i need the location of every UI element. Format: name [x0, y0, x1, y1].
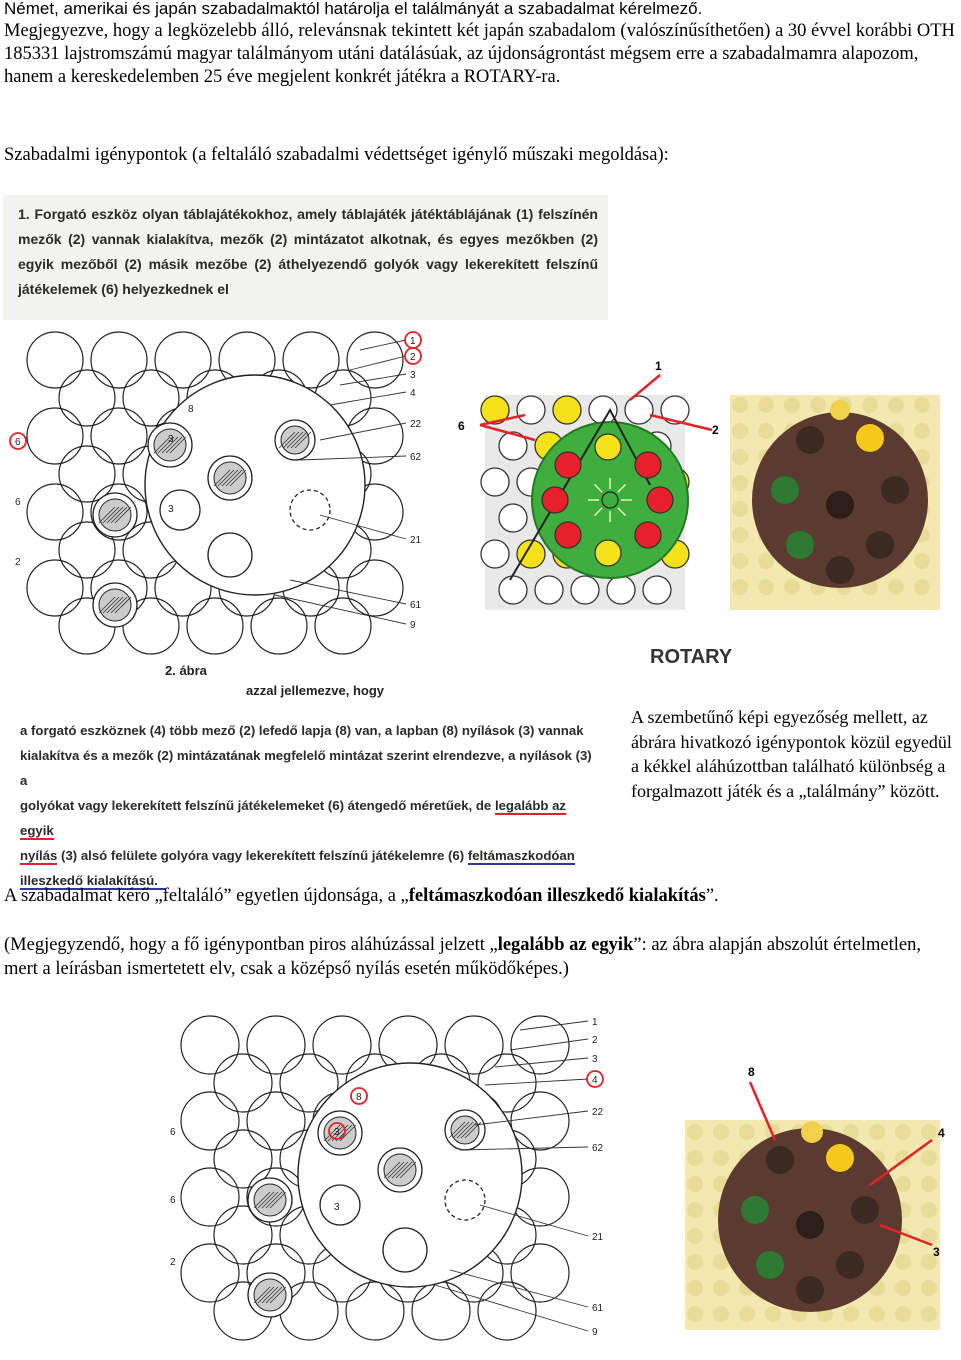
figure-label: 8	[188, 404, 194, 415]
board-field	[59, 370, 115, 426]
board-field	[247, 1092, 305, 1150]
remark-paragraph	[4, 933, 959, 981]
patent-figure-1	[15, 330, 460, 680]
stud	[713, 1280, 729, 1296]
ball	[836, 1251, 864, 1279]
leader-line	[275, 595, 406, 624]
text-segment: ”.	[705, 886, 719, 906]
board-field	[499, 504, 527, 532]
stud	[739, 1306, 755, 1322]
figure-label: 8	[356, 1092, 362, 1103]
figure-label: 2	[15, 557, 21, 568]
board-field	[247, 1016, 305, 1074]
figure-label: 3	[334, 1127, 340, 1138]
board-field	[517, 396, 545, 424]
stud	[784, 397, 800, 413]
photo1-label: 2	[712, 423, 719, 437]
leader-line	[350, 356, 406, 370]
stud	[921, 1280, 937, 1296]
stud	[921, 1150, 937, 1166]
intro-line-1: Német, amerikai és japán szabadalmaktól határolja el találmányát a szabadalmat kérelmező.	[4, 0, 703, 18]
claims-heading: Szabadalmi igénypontok (a feltaláló szabadalmi védettséget igénylő műszaki megoldása):	[4, 145, 669, 165]
stud	[895, 1306, 911, 1322]
leader-line	[290, 580, 406, 604]
stud	[895, 1280, 911, 1296]
figure-label: 61	[592, 1303, 604, 1314]
photo1-label: 6	[458, 419, 465, 433]
ball	[826, 1144, 854, 1172]
claim-2-text	[20, 718, 600, 893]
bold-segment: legalább az egyik	[497, 935, 634, 955]
ball	[796, 1211, 824, 1239]
ball	[647, 487, 673, 513]
leader-line	[330, 392, 406, 405]
board-field	[481, 468, 509, 496]
board-field	[571, 576, 599, 604]
ball	[796, 1276, 824, 1304]
ball	[741, 1196, 769, 1224]
text-segment: ”: az ábra alapján abszolút értelmetlen, mert a leírásban ismertetett elv, csak a középső nyílás esetén működőképes.)	[4, 935, 921, 979]
figure-label: 6	[170, 1195, 176, 1206]
board-field	[589, 396, 617, 424]
board-field	[27, 484, 83, 540]
stud	[862, 397, 878, 413]
board-photo-1	[450, 355, 690, 615]
stud	[732, 475, 748, 491]
board-field	[181, 1244, 239, 1302]
stud	[810, 397, 826, 413]
hole	[160, 490, 200, 530]
stud	[765, 1306, 781, 1322]
stud	[758, 397, 774, 413]
ball	[766, 1146, 794, 1174]
stud	[914, 579, 930, 595]
stud	[687, 1254, 703, 1270]
stud	[921, 1306, 937, 1322]
novelty-paragraph	[4, 884, 959, 908]
ball	[866, 531, 894, 559]
claim-2-segment: golyókat vagy lekerekített felszínű játékelemeket (6) átengedő méretűek, de	[20, 798, 495, 813]
text-segment: A szabadalmat kérő „feltaláló” egyetlen újdonsága, a „	[4, 886, 409, 906]
claim-2-line: a forgató eszköznek (4) több mező (2) lefedő lapja (8) van, a lapban (8) nyílások (3) vannak	[20, 723, 584, 738]
figure-label: 22	[410, 419, 422, 430]
stud	[732, 397, 748, 413]
rotary-photo-1	[730, 395, 940, 610]
figure-label: 9	[410, 620, 416, 631]
board-field	[27, 408, 83, 464]
figure-label: 3	[592, 1054, 598, 1065]
stud	[758, 579, 774, 595]
stud	[869, 1306, 885, 1322]
bold-segment: feltámaszkodóan illeszkedő kialakítás	[408, 886, 706, 906]
figure-label: 62	[410, 452, 422, 463]
ball	[595, 540, 621, 566]
figure-label: 2	[170, 1257, 176, 1268]
figure-label: 6	[170, 1127, 176, 1138]
stud	[687, 1176, 703, 1192]
stud	[895, 1254, 911, 1270]
stud	[914, 553, 930, 569]
stud	[869, 1124, 885, 1140]
stud	[732, 553, 748, 569]
ball	[542, 487, 568, 513]
rotary-photo-2	[680, 1060, 950, 1335]
leader-line	[435, 1285, 588, 1331]
hole	[320, 1185, 360, 1225]
figure-label: 62	[592, 1143, 604, 1154]
board-field	[499, 576, 527, 604]
center-hole	[602, 492, 618, 508]
stud	[732, 579, 748, 595]
stud	[895, 1124, 911, 1140]
board-field	[251, 598, 307, 654]
board-field	[607, 576, 635, 604]
ball	[856, 424, 884, 452]
patent-figure-2	[160, 1015, 630, 1360]
ball	[851, 1196, 879, 1224]
ball	[635, 522, 661, 548]
board-field	[535, 576, 563, 604]
red-underline: nyílás	[20, 848, 58, 863]
figure-label: 2	[410, 352, 416, 363]
ball	[826, 491, 854, 519]
figure-label: 6	[15, 497, 21, 508]
figure-caption: 2. ábra	[165, 663, 207, 678]
hole	[445, 1180, 485, 1220]
claim-2-segment: (3) alsó felülete golyóra vagy lekerekített felszínű játékelemre (6)	[57, 848, 468, 863]
hole	[208, 533, 252, 577]
stud	[784, 579, 800, 595]
figure-label: 4	[592, 1075, 598, 1086]
figure-label: 21	[592, 1232, 604, 1243]
stud	[687, 1280, 703, 1296]
stud	[732, 423, 748, 439]
board-field	[91, 408, 147, 464]
figure-label: 2	[592, 1035, 598, 1046]
ball	[771, 476, 799, 504]
photo2-label: 8	[748, 1065, 755, 1079]
claim-2-line: kialakítva és a mezők (2) mintázatának megfelelő mintázat szerint elrendezve, a nyílások (3) a	[20, 748, 592, 788]
figure-label: 3	[410, 370, 416, 381]
board-field	[346, 1282, 404, 1340]
stud	[687, 1124, 703, 1140]
stud	[732, 501, 748, 517]
stud	[713, 1150, 729, 1166]
figure-label: 4	[410, 388, 416, 399]
claim-1-text: 1. Forgató eszköz olyan táblajátékokhoz, amely táblajáték játéktáblájának (1) felszínén mezők (2) vannak kialakítva, mezők (2) mintázatot alkotnak, és egyes mezőkben (2) egyik mezőből (2) másik mezőbe (2) áthelyezendő golyók vagy lekerekített felszínű játékelemek (6) helyezkednek el	[18, 206, 598, 297]
claim-2-line	[20, 793, 600, 843]
claim-2-lead: azzal jellemezve, hogy	[246, 683, 385, 698]
figure-label: 61	[410, 600, 422, 611]
ball	[786, 531, 814, 559]
stud	[921, 1176, 937, 1192]
ball	[756, 1251, 784, 1279]
stud	[713, 1124, 729, 1140]
figure-label: 3	[334, 1202, 340, 1213]
stud	[732, 527, 748, 543]
board-field	[313, 1016, 371, 1074]
board-field	[27, 560, 83, 616]
photo1-label: 1	[655, 359, 662, 373]
stud	[895, 1176, 911, 1192]
stud	[687, 1150, 703, 1166]
ball	[796, 426, 824, 454]
board-field	[553, 396, 581, 424]
board-field	[625, 396, 653, 424]
board-field	[511, 1092, 569, 1150]
board-field	[481, 540, 509, 568]
blue-underline: feltámaszkodóan	[467, 848, 575, 863]
stud	[914, 397, 930, 413]
ball	[881, 476, 909, 504]
stud	[921, 1124, 937, 1140]
figure-label: 22	[592, 1107, 604, 1118]
stud	[739, 1124, 755, 1140]
board-field	[181, 1016, 239, 1074]
figure-label: 3	[168, 504, 174, 515]
board-field	[181, 1092, 239, 1150]
claim-2-line	[20, 843, 600, 868]
stud	[732, 449, 748, 465]
board-field	[347, 560, 403, 616]
leader-line	[340, 374, 406, 385]
rotating-plate	[145, 375, 365, 595]
figure-label: 3	[168, 434, 174, 445]
board-field	[187, 598, 243, 654]
rotary-label: ROTARY	[650, 646, 733, 668]
stud	[758, 553, 774, 569]
intro-paragraph: Megjegyezve, hogy a legközelebb álló, relevánsnak tekintett két japán szabadalom (valószínűsíthetően) a 30 évvel korábbi OTH 185331 lajstromszámú magyar találmányom utáni datálásúak, az újdonságrontást mégsem erre a szabadalmamra alapozom, hanem a kereskedelemben 25 éve megjelent konkrét játékra a ROTARY-ra.	[4, 21, 955, 87]
board-field	[283, 332, 339, 388]
figure-label: 6	[15, 437, 21, 448]
stud	[843, 1306, 859, 1322]
photo2-label: 3	[933, 1245, 940, 1259]
figure-label: 1	[592, 1017, 598, 1028]
stud	[687, 1306, 703, 1322]
stud	[758, 423, 774, 439]
hole	[290, 490, 330, 530]
board-field	[643, 576, 671, 604]
board-field	[155, 332, 211, 388]
stud	[713, 1306, 729, 1322]
ball	[555, 452, 581, 478]
stud	[687, 1202, 703, 1218]
ball	[555, 522, 581, 548]
figure-label: 21	[410, 535, 422, 546]
board-field	[59, 446, 115, 502]
text-segment: (Megjegyzendő, hogy a fő igénypontban piros aláhúzással jelzett „	[4, 935, 498, 955]
comparison-note: A szembetűnő képi egyezőség mellett, az ábrára hivatkozó igénypontok közül egyedül a kékkel aláhúzottban található különbség a forgalmazott játék és a „találmány” között.	[631, 707, 952, 801]
leader-line	[520, 1021, 588, 1030]
board-field	[315, 598, 371, 654]
blue-underline: illeszkedő kialakítású.	[20, 873, 166, 890]
stud	[921, 1202, 937, 1218]
board-field	[511, 1244, 569, 1302]
ball	[635, 452, 661, 478]
ball	[595, 434, 621, 460]
red-underline: legalább az egyik	[20, 798, 567, 838]
stud	[687, 1228, 703, 1244]
stud	[888, 579, 904, 595]
board-field	[445, 1016, 503, 1074]
board-field	[412, 1282, 470, 1340]
leader-line	[510, 1039, 588, 1050]
stud	[888, 397, 904, 413]
ball	[826, 556, 854, 584]
board-field	[27, 332, 83, 388]
leader-line	[495, 1058, 588, 1067]
hole	[383, 1228, 427, 1272]
board-field	[181, 1168, 239, 1226]
figure-label: 1	[410, 336, 416, 347]
stud	[914, 423, 930, 439]
figure-label: 9	[592, 1327, 598, 1338]
board-field	[214, 1054, 272, 1112]
photo2-label: 4	[938, 1126, 945, 1140]
board-field	[91, 332, 147, 388]
